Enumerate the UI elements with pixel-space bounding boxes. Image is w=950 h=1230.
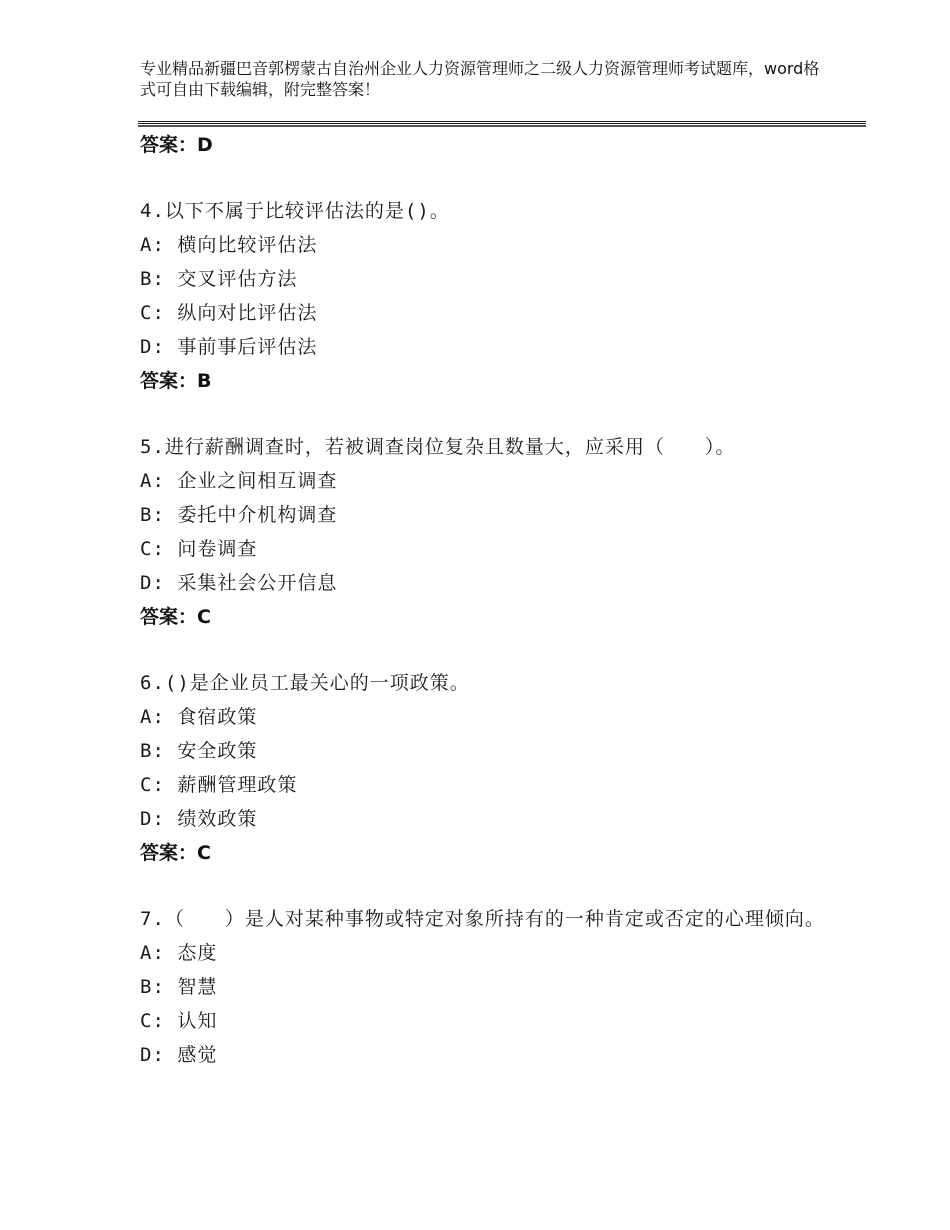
answer-label: 答案：C — [140, 606, 211, 628]
option-c: C: 薪酬管理政策 — [140, 774, 298, 796]
question-stem: 5.进行薪酬调查时，若被调查岗位复杂且数量大，应采用（ ）。 — [140, 436, 736, 458]
option-a: A: 食宿政策 — [140, 706, 258, 728]
question-item — [140, 430, 830, 634]
option-c: C: 认知 — [140, 1010, 218, 1032]
option-b: B: 安全政策 — [140, 740, 258, 762]
option-c: C: 纵向对比评估法 — [140, 302, 318, 324]
question-item — [140, 902, 830, 1072]
option-d: D: 采集社会公开信息 — [140, 572, 338, 594]
question-stem: 7.（ ）是人对某种事物或特定对象所持有的一种肯定或否定的心理倾向。 — [140, 908, 825, 930]
option-b: B: 委托中介机构调查 — [140, 504, 338, 526]
option-d: D: 绩效政策 — [140, 808, 258, 830]
header-divider — [138, 121, 866, 122]
question-stem: 4.以下不属于比较评估法的是()。 — [140, 200, 450, 222]
question-list — [140, 128, 830, 1072]
answer-label: 答案：D — [140, 134, 213, 156]
option-a: A: 企业之间相互调查 — [140, 470, 338, 492]
header-divider — [138, 125, 866, 127]
option-b: B: 智慧 — [140, 976, 218, 998]
question-stem: 6.()是企业员工最关心的一项政策。 — [140, 672, 470, 694]
option-a: A: 态度 — [140, 942, 218, 964]
header-divider — [138, 123, 866, 124]
answer-label: 答案：B — [140, 370, 212, 392]
option-b: B: 交叉评估方法 — [140, 268, 298, 290]
page-header: 专业精品新疆巴音郭楞蒙古自治州企业人力资源管理师之二级人力资源管理师考试题库，word格式可自由下载编辑，附完整答案！ — [140, 59, 820, 99]
option-a: A: 横向比较评估法 — [140, 234, 318, 256]
answer-label: 答案：C — [140, 842, 211, 864]
option-d: D: 事前事后评估法 — [140, 336, 318, 358]
question-item — [140, 194, 830, 398]
option-c: C: 问卷调查 — [140, 538, 258, 560]
option-d: D: 感觉 — [140, 1044, 218, 1066]
question-item — [140, 666, 830, 870]
